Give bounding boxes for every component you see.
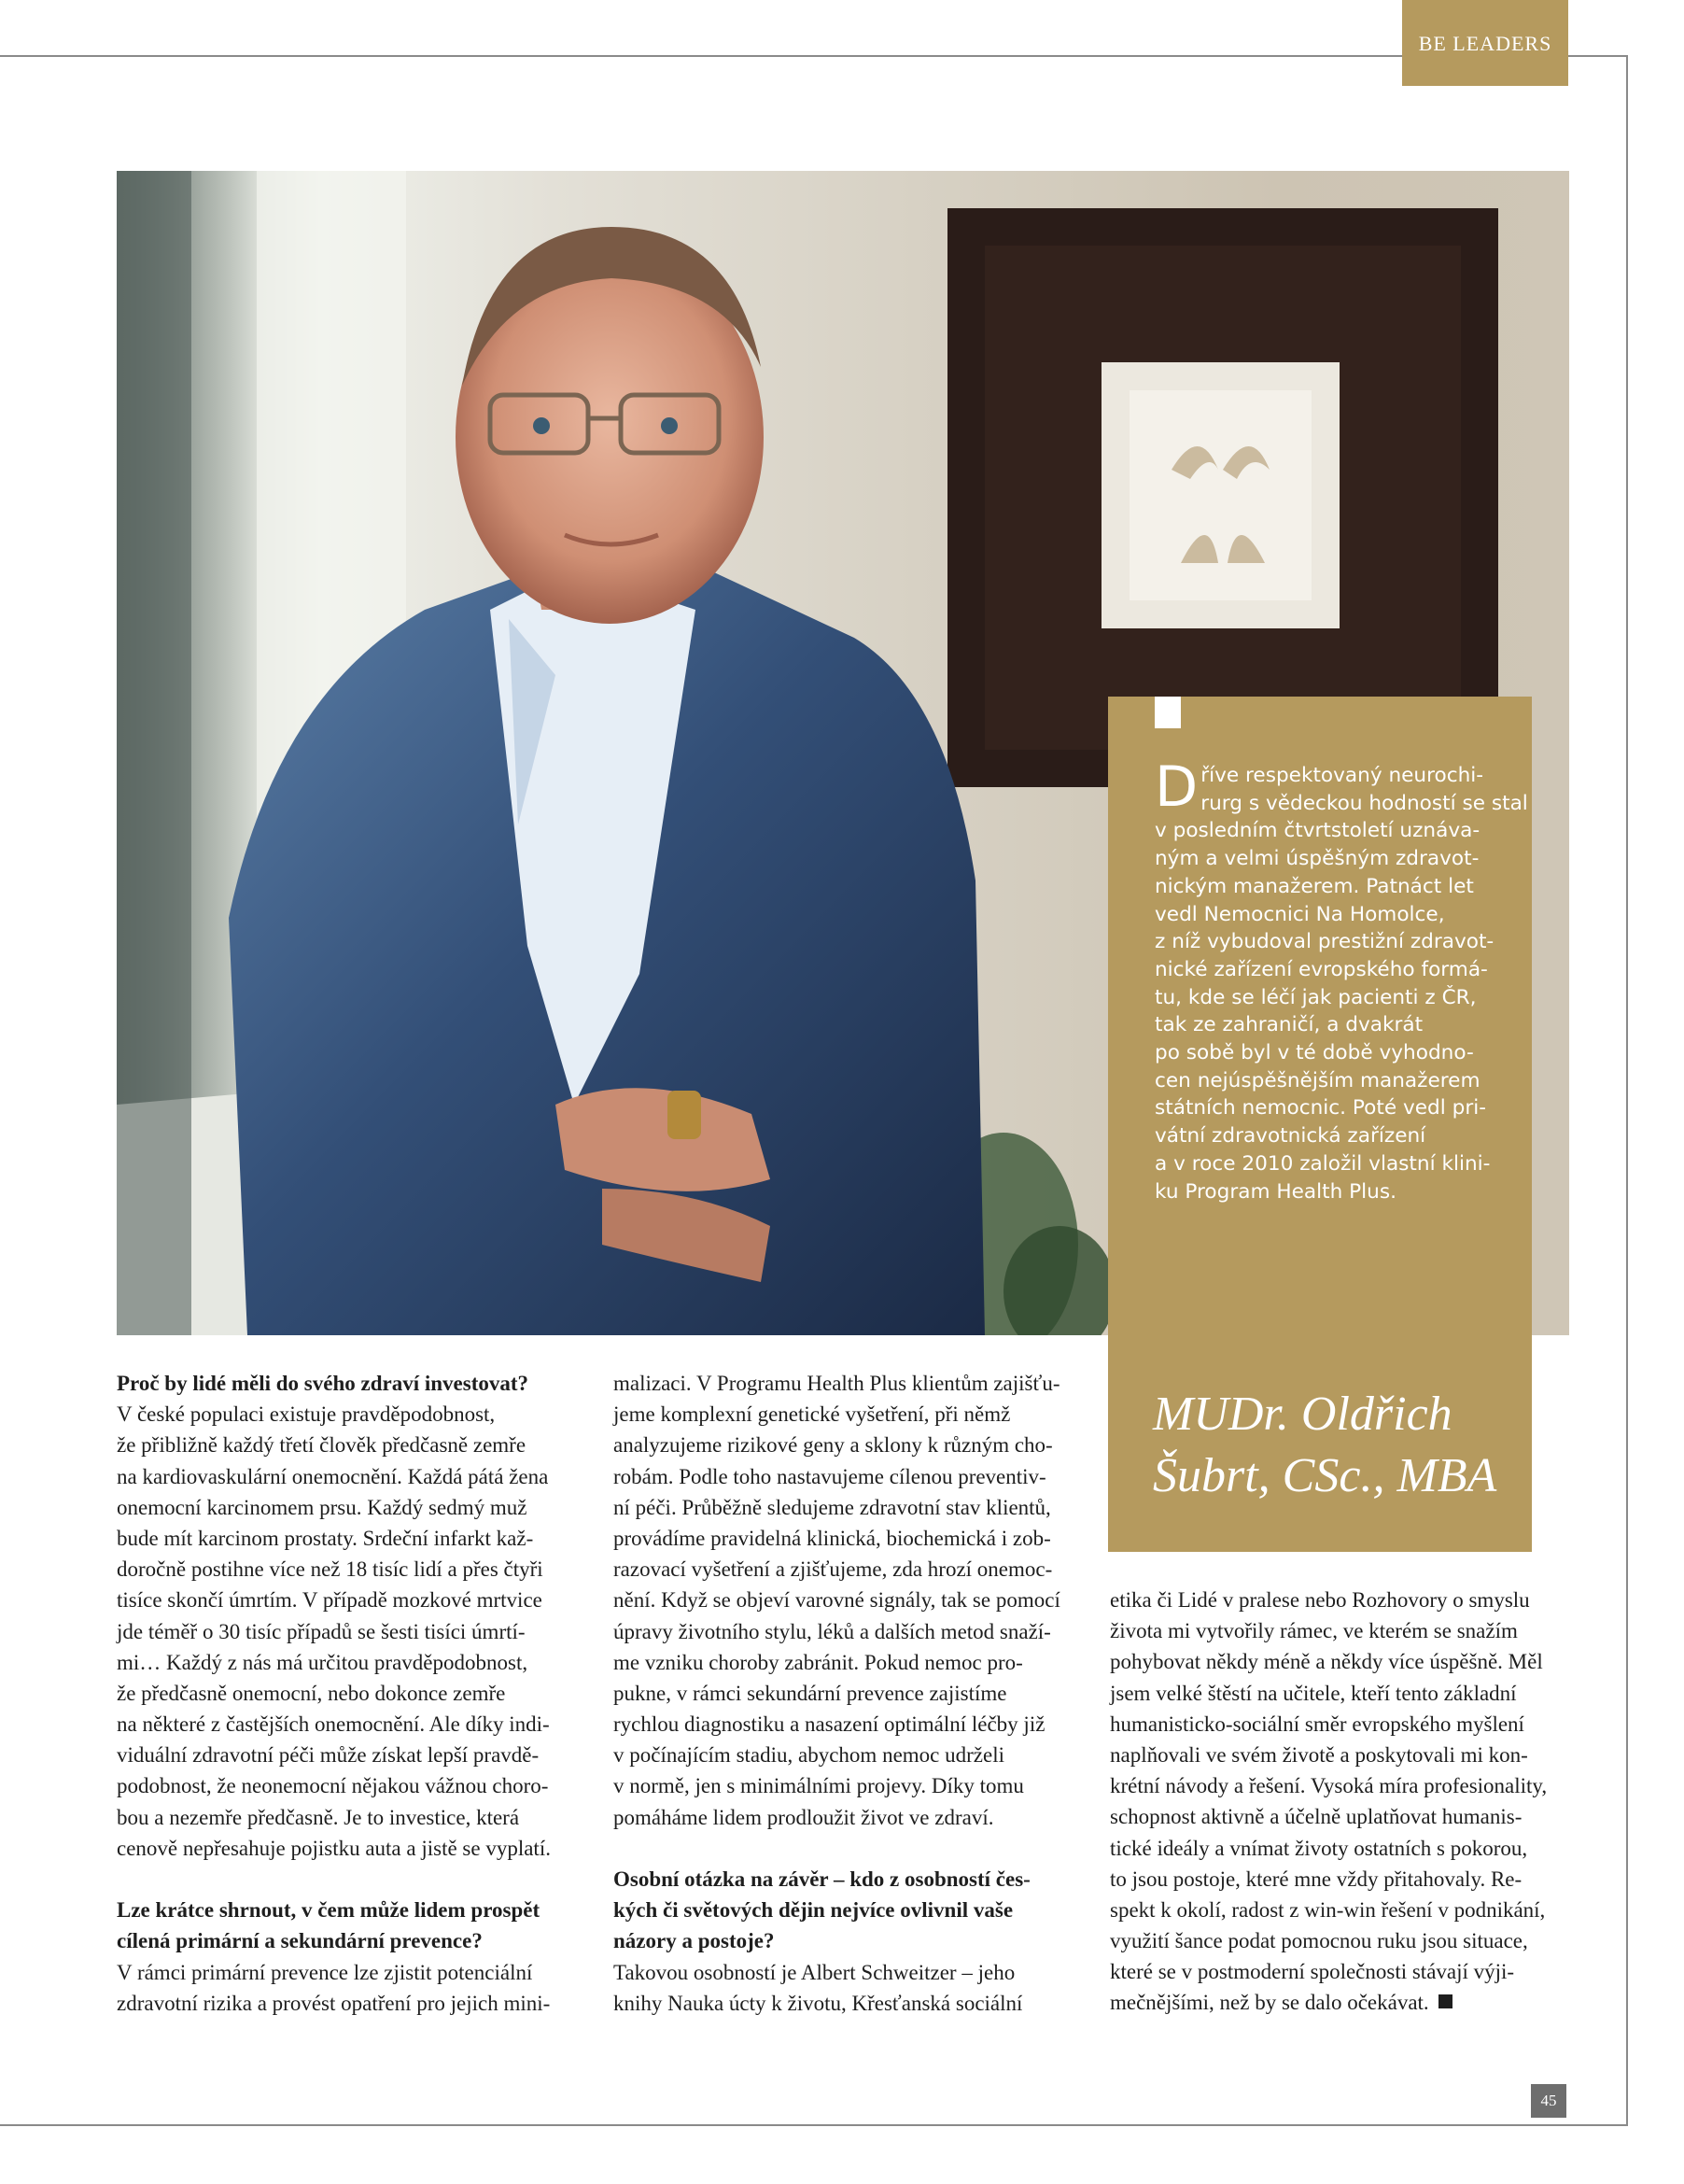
answer-line: zdravotní rizika a provést opatření pro jejich mini-	[117, 1991, 551, 2015]
answer-line: v počínajícím stadiu, abychom nemoc udrželi	[613, 1743, 1004, 1768]
answer-line: ní péči. Průběžně sledujeme zdravotní stav klientů,	[613, 1495, 1051, 1519]
intro-line: z níž vybudoval prestižní zdravot-	[1155, 930, 1495, 954]
intro-line: říve respektovaný neurochi-	[1200, 764, 1484, 787]
answer-line: Takovou osobností je Albert Schweitzer – jeho	[613, 1960, 1016, 1984]
answer-line: nění. Když se objeví varovné signály, tak se pomocí	[613, 1588, 1060, 1613]
answer-line: schopnost aktivně a účelně uplatňovat humanis-	[1110, 1805, 1523, 1829]
question-2: cílená primární a sekundární prevence?	[117, 1929, 483, 1953]
intro-line: v posledním čtvrtstoletí uznáva-	[1155, 819, 1481, 843]
answer-line: mečnějšími, než by se dalo očekávat.	[1110, 1991, 1429, 2015]
answer-line: spekt k okolí, radost z win-win řešení v podnikání,	[1110, 1897, 1546, 1922]
intro-line: po sobě byl v té době vyhodno-	[1155, 1041, 1474, 1065]
intro-line: státních nemocnic. Poté vedl pri-	[1155, 1096, 1486, 1120]
answer-line: života mi vytvořily rámec, ve kterém se snažím	[1110, 1619, 1518, 1643]
person-name-line2: Šubrt, CSc., MBA	[1153, 1449, 1497, 1502]
answer-line: cenově nepřesahuje pojistku auta a jistě se vyplatí.	[117, 1836, 551, 1860]
answer-line: malizaci. V Programu Health Plus klientům zajišťu-	[613, 1372, 1060, 1395]
answer-line: v normě, jen s minimálními projevy. Díky tomu	[613, 1774, 1024, 1798]
answer-line: jeme komplexní genetické vyšetření, při němž	[613, 1402, 1011, 1427]
answer-line: jde téměř o 30 tisíc případů se šesti tisíci úmrtí-	[117, 1619, 526, 1643]
end-mark-icon	[1438, 1994, 1452, 2008]
answer-line: etika či Lidé v pralese nebo Rozhovory o smyslu	[1110, 1588, 1530, 1612]
intro-line: tu, kde se léčí jak pacienti z ČR,	[1155, 985, 1477, 1009]
answer-line: na kardiovaskulární onemocnění. Každá pátá žena	[117, 1464, 549, 1488]
answer-line: to jsou postoje, které mne vždy přitahovaly. Re-	[1110, 1867, 1523, 1891]
answer-line: tické ideály a vnímat životy ostatních s pokorou,	[1110, 1836, 1528, 1860]
answer-line: razovací vyšetření a zjišťujeme, zda hrozí onemoc-	[613, 1557, 1053, 1582]
question-2: Lze krátce shrnout, v čem může lidem prospět	[117, 1898, 540, 1923]
answer-line: me vzniku choroby zabránit. Pokud nemoc pro-	[613, 1650, 1023, 1674]
answer-line: humanisticko-sociální směr evropského myšlení	[1110, 1712, 1524, 1736]
intro-dropcap: D	[1155, 754, 1199, 820]
page-number: 45	[1531, 2084, 1566, 2118]
intro-line: cen nejúspěšnějším manažerem	[1155, 1068, 1481, 1092]
answer-line: krétní návody a řešení. Vysoká míra profesionality,	[1110, 1774, 1548, 1798]
answer-line: které se v postmoderní společnosti stávají výji-	[1110, 1960, 1515, 1984]
answer-line: využití šance podat pomocnou ruku jsou situace,	[1110, 1929, 1528, 1953]
intro-line: ku Program Health Plus.	[1155, 1179, 1396, 1204]
intro-line: nickým manažerem. Patnáct let	[1155, 874, 1474, 898]
answer-line: podobnost, že neonemocní nějakou vážnou choro-	[117, 1774, 549, 1798]
answer-line: robám. Podle toho nastavujeme cílenou preventiv-	[613, 1464, 1046, 1488]
answer-line: viduální zdravotní péči může získat lepší pravdě-	[117, 1743, 540, 1768]
frame-right-rule	[1626, 55, 1628, 2126]
intro-marker	[1155, 697, 1181, 728]
intro-line: a v roce 2010 založil vlastní klini-	[1155, 1151, 1491, 1176]
answer-line: tisíce skončí úmrtím. V případě mozkové mrtvice	[117, 1588, 542, 1613]
paragraph-gap	[117, 1864, 551, 1895]
answer-line: že předčasně onemocní, nebo dokonce zemře	[117, 1681, 506, 1705]
answer-line: naplňovali ve svém životě a poskytovali mi kon-	[1110, 1742, 1528, 1767]
person-name-line1: MUDr. Oldřich	[1153, 1388, 1452, 1441]
answer-line: pomáháme lidem prodloužit život ve zdraví.	[613, 1805, 994, 1829]
answer-line: V české populaci existuje pravděpodobnost,	[117, 1402, 496, 1427]
frame-top-rule	[0, 55, 1628, 57]
intro-line: vedl Nemocnici Na Homolce,	[1155, 902, 1445, 926]
intro-line: ným a velmi úspěšným zdravot-	[1155, 847, 1480, 871]
section-label: BE LEADERS	[1402, 0, 1568, 86]
question-3: názory a postoje?	[613, 1929, 775, 1953]
answer-line: knihy Nauka úcty k životu, Křesťanská sociální	[613, 1991, 1023, 2015]
question-3: kých či světových dějin nejvíce ovlivnil vaše	[613, 1898, 1014, 1923]
person-name-box	[1108, 1335, 1532, 1552]
answer-line: pukne, v rámci sekundární prevence zajistíme	[613, 1681, 1007, 1705]
answer-line: jsem velké štěstí na učitele, kteří tento základní	[1110, 1681, 1517, 1705]
question-3: Osobní otázka na závěr – kdo z osobností čes-	[613, 1867, 1031, 1891]
frame-bottom-rule	[0, 2124, 1628, 2126]
answer-line: bude mít karcinom prostaty. Srdeční infarkt kaž-	[117, 1526, 534, 1550]
answer-line: V rámci primární prevence lze zjistit potenciální	[117, 1960, 533, 1984]
answer-line: pohybovat někdy méně a někdy více úspěšně. Měl	[1110, 1650, 1543, 1674]
intro-perex-box	[1108, 697, 1532, 1335]
answer-line: doročně postihne více než 18 tisíc lidí a přes čtyři	[117, 1557, 543, 1582]
answer-line: na některé z častějších onemocnění. Ale díky indi-	[117, 1712, 550, 1737]
answer-line: provádíme pravidelná klinická, biochemická i zob-	[613, 1526, 1051, 1550]
answer-line: mi… Každý z nás má určitou pravděpodobnost,	[117, 1650, 528, 1674]
intro-line: rurg s vědeckou hodností se stal	[1200, 791, 1528, 815]
answer-line: analyzujeme rizikové geny a sklony k různým cho-	[613, 1433, 1053, 1458]
intro-line: tak ze zahraničí, a dvakrát	[1155, 1013, 1424, 1037]
answer-last-line	[1110, 1987, 1547, 2018]
column-3	[1110, 1585, 1547, 2019]
answer-line: úpravy životního stylu, léků a dalších metod snaží-	[613, 1619, 1051, 1643]
column-2	[613, 1368, 1060, 2019]
column-1	[117, 1368, 551, 2019]
intro-line: vátní zdravotnická zařízení	[1155, 1124, 1426, 1148]
intro-line: nické zařízení evropského formá-	[1155, 957, 1488, 981]
answer-line: onemocní karcinomem prsu. Každý sedmý muž	[117, 1495, 527, 1519]
answer-line: bou a nezemře předčasně. Je to investice, která	[117, 1805, 520, 1829]
answer-line: že přibližně každý třetí člověk předčasně zemře	[117, 1433, 526, 1458]
answer-line: rychlou diagnostiku a nasazení optimální léčby již	[613, 1712, 1045, 1737]
paragraph-gap	[613, 1833, 1060, 1864]
question-1: Proč by lidé měli do svého zdraví investovat?	[117, 1372, 529, 1395]
